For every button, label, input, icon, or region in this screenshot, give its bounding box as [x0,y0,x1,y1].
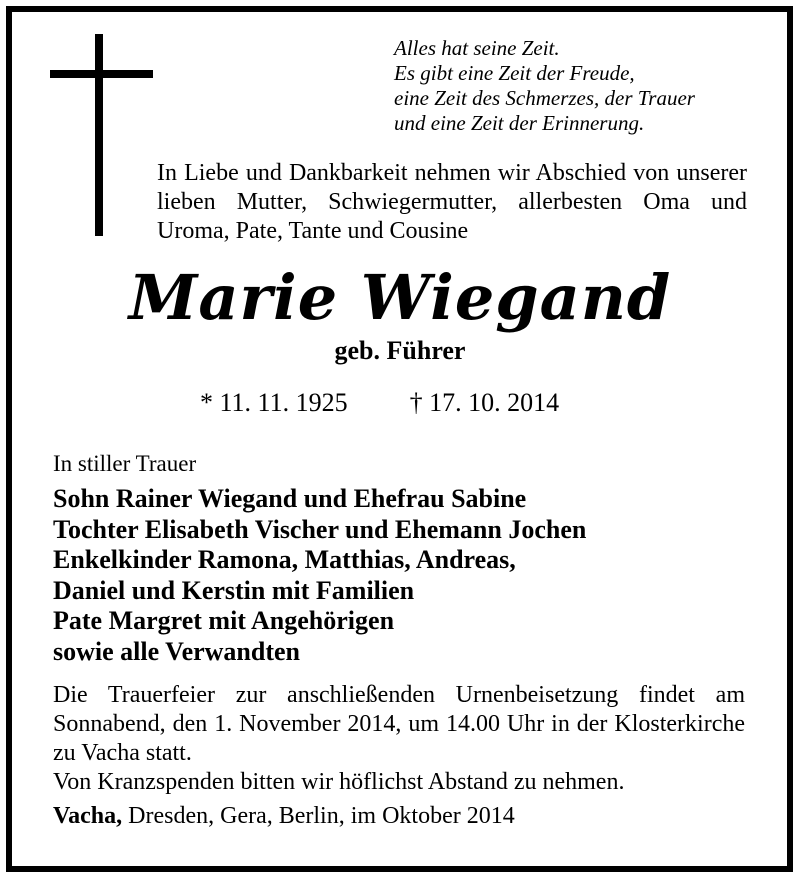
list-item: Enkelkinder Ramona, Matthias, Andreas, [53,545,516,574]
motto-line: Es gibt eine Zeit der Freude, [394,61,635,85]
signoff-rest: Dresden, Gera, Berlin, im Oktober 2014 [128,803,515,829]
list-item: Daniel und Kerstin mit Familien [53,575,415,605]
cross-horizontal-bar [50,70,153,78]
motto-line: und eine Zeit der Erinnerung. [394,111,645,135]
mourners-list [53,484,586,667]
signoff [53,802,515,831]
maiden-name: geb. Führer [334,336,466,365]
birth-date: * 11. 11. 1925 [200,388,348,417]
life-dates [200,387,559,419]
funeral-details: Die Trauerfeier zur anschließenden Urnenbeisetzung findet am Sonnabend, den 1. November 2014, um 14.00 Uhr in der Klosterkirche zu Vacha statt. [53,682,745,766]
intro-text: In Liebe und Dankbarkeit nehmen wir Abschied von unserer lieben Mutter, Schwiegermutter, allerbesten Oma und Uroma, Pate, Tante und Cousine [157,160,747,244]
list-item: Pate Margret mit Angehörigen [53,606,395,635]
list-item: Sohn Rainer Wiegand und Ehefrau Sabine [53,484,527,513]
cross-vertical-bar [95,34,103,236]
list-item: sowie alle Verwandten [53,636,300,666]
service-info [53,681,745,797]
deceased-name: Marie Wiegand [128,261,672,334]
signoff-place: Vacha, [53,803,123,829]
mourners-label: In stiller Trauer [53,451,197,476]
motto-verse [394,36,695,136]
wreath-request: Von Kranzspenden bitten wir höflichst Abstand zu nehmen. [53,769,625,795]
motto-line: eine Zeit des Schmerzes, der Trauer [394,86,695,110]
list-item: Tochter Elisabeth Vischer und Ehemann Jochen [53,514,587,544]
motto-line: Alles hat seine Zeit. [394,36,560,60]
death-date: † 17. 10. 2014 [409,388,560,417]
